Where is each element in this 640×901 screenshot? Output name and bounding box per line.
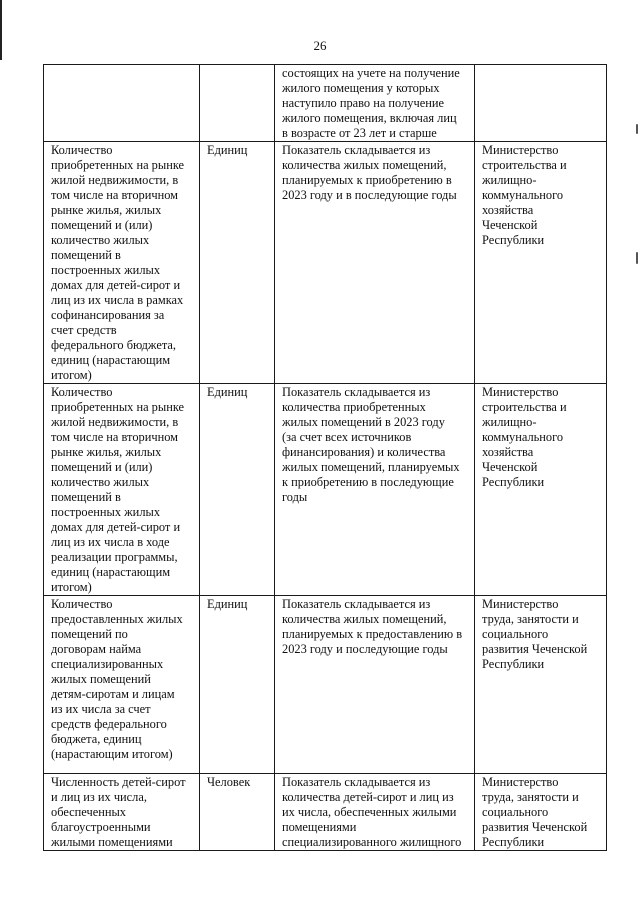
- unit-cell: Человек: [200, 774, 275, 851]
- table-row: [44, 142, 607, 384]
- indicator-cell: Количество приобретенных на рынке жилой недвижимости, в том числе на вторичном рынке жилья, жилых помещений и (или) количество жилых помещений в построенных жилых домах для детей-сирот и лиц из их числа в рамках софинансирования за счет средств федерального бюджета, единиц (нарастающим итогом): [44, 142, 200, 384]
- description-cell: Показатель складывается из количества жилых помещений, планируемых к приобретению в 2023 году и в последующие годы: [275, 142, 475, 384]
- description-cell: Показатель складывается из количества приобретенных жилых помещений в 2023 году (за счет всех источников финансирования) и количества жилых помещений, планируемых к приобретению в последующие годы: [275, 384, 475, 596]
- indicator-cell: [44, 65, 200, 142]
- scan-margin-mark: [636, 252, 638, 264]
- table-row: [44, 65, 607, 142]
- responsible-cell: Министерство строительства и жилищно- коммунального хозяйства Чеченской Республики: [475, 142, 607, 384]
- page-number: 26: [313, 38, 327, 53]
- description-cell: Показатель складывается из количества детей-сирот и лиц из их числа, обеспеченных жилыми помещениями специализированного жилищного: [275, 774, 475, 851]
- indicators-table: [43, 64, 607, 851]
- unit-cell: [200, 65, 275, 142]
- table-row: [44, 384, 607, 596]
- unit-cell: Единиц: [200, 596, 275, 774]
- unit-cell: Единиц: [200, 384, 275, 596]
- unit-cell: Единиц: [200, 142, 275, 384]
- description-cell: Показатель складывается из количества жилых помещений, планируемых к предоставлению в 2023 году и последующие годы: [275, 596, 475, 774]
- description-cell: состоящих на учете на получение жилого помещения у которых наступило право на получение жилого помещения, включая лиц в возрасте от 23 лет и старше: [275, 65, 475, 142]
- table-row: [44, 596, 607, 774]
- table-row: [44, 774, 607, 851]
- responsible-cell: [475, 65, 607, 142]
- indicator-cell: Количество приобретенных на рынке жилой недвижимости, в том числе на вторичном рынке жилья, жилых помещений и (или) количество жилых помещений в построенных жилых домах для детей-сирот и лиц из их числа в ходе реализации программы, единиц (нарастающим итогом): [44, 384, 200, 596]
- scan-margin-mark: [636, 124, 638, 134]
- responsible-cell: Министерство труда, занятости и социального развития Чеченской Республики: [475, 596, 607, 774]
- indicator-cell: Численность детей-сирот и лиц из их числа, обеспеченных благоустроенными жилыми помещениями: [44, 774, 200, 851]
- indicator-cell: Количество предоставленных жилых помещений по договорам найма специализированных жилых помещений детям-сиротам и лицам из их числа за счет средств федерального бюджета, единиц (нарастающим итогом): [44, 596, 200, 774]
- responsible-cell: Министерство строительства и жилищно- коммунального хозяйства Чеченской Республики: [475, 384, 607, 596]
- responsible-cell: Министерство труда, занятости и социального развития Чеченской Республики: [475, 774, 607, 851]
